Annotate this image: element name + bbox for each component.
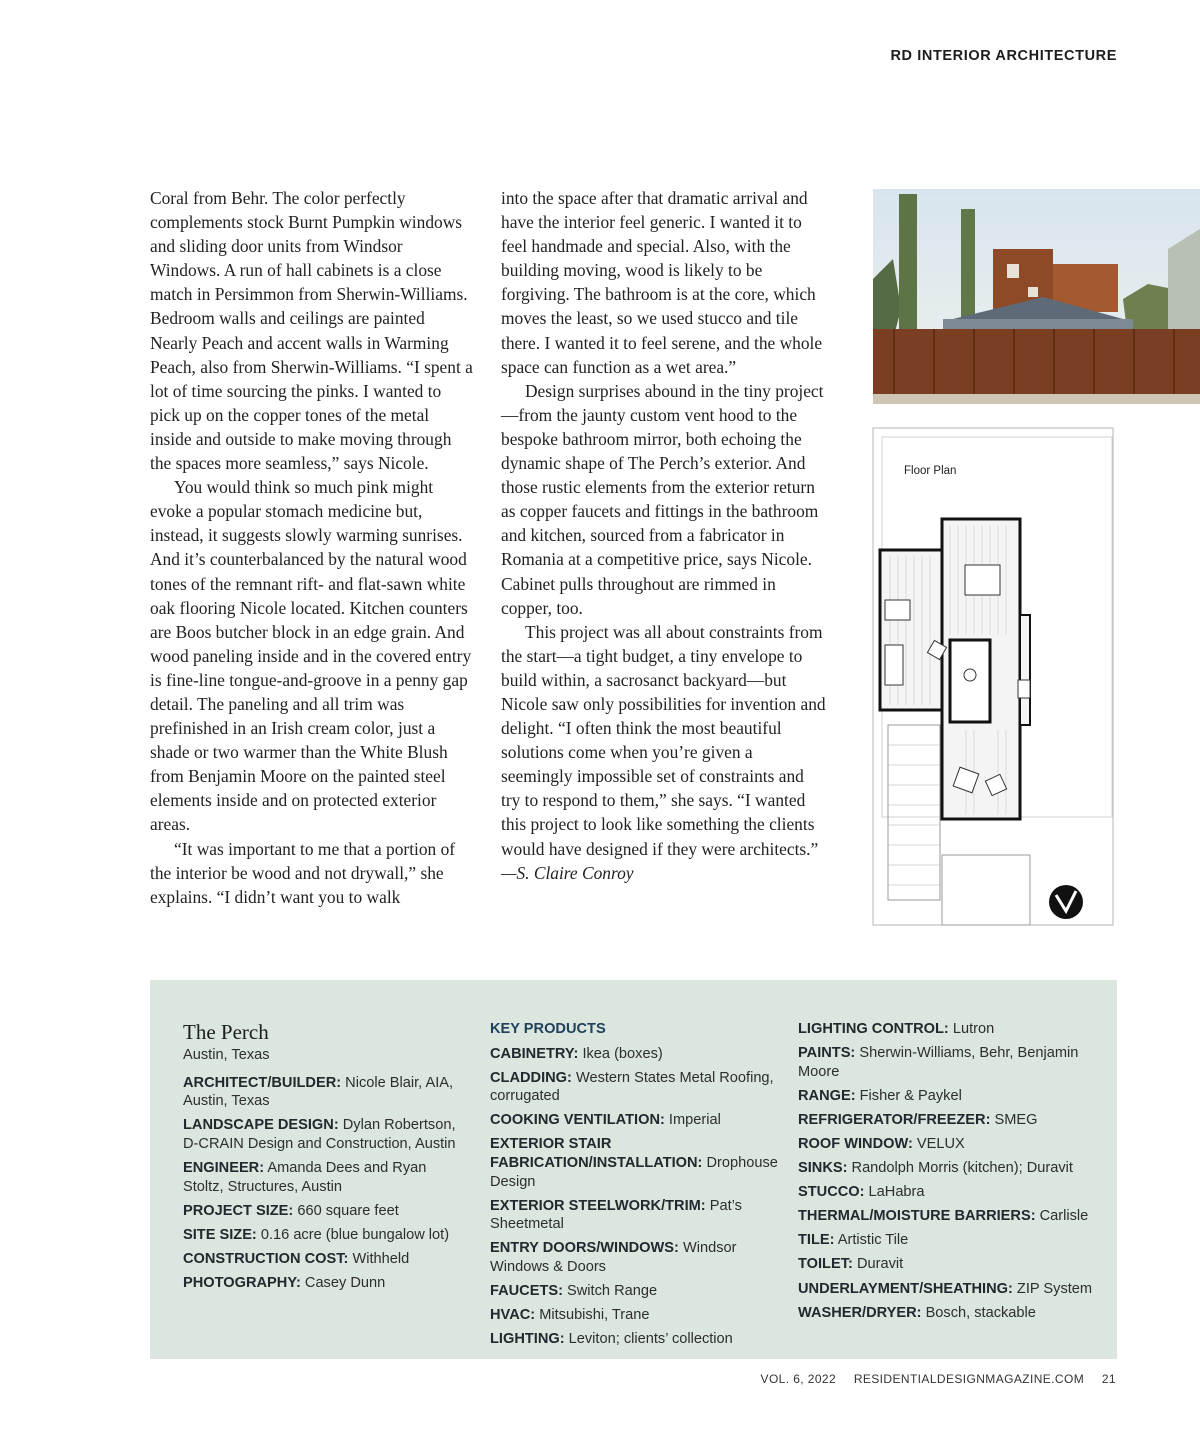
exterior-photo — [873, 189, 1200, 404]
credit-label: CLADDING: — [490, 1069, 572, 1086]
paragraph: into the space after that dramatic arrival and have the interior feel generic. I wanted it to feel handmade and special. Also, with the building moving, wood is likely to be forgiving. The bathroom is at the core, which moves the least, so we used stucco and tile there. I wanted it to feel serene, and the whole space can function as a wet area.” — [501, 188, 823, 377]
page-number: 21 — [1101, 1372, 1116, 1386]
credit-value: Mitsubishi, Trane — [539, 1307, 650, 1324]
credit-entry — [798, 1044, 1098, 1081]
credit-entry — [798, 1111, 1098, 1130]
credit-label: EXTERIOR STEELWORK/TRIM: — [490, 1197, 706, 1214]
credit-entry — [798, 1135, 1098, 1154]
article-column-1 — [150, 186, 475, 909]
credit-entry — [183, 1116, 468, 1153]
credit-label: TILE: — [798, 1232, 835, 1249]
credit-value: Leviton; clients’ collection — [568, 1331, 733, 1348]
credit-value: 660 square feet — [297, 1202, 399, 1219]
credit-value: ZIP System — [1016, 1280, 1093, 1297]
credit-label: CONSTRUCTION COST: — [183, 1250, 349, 1267]
paragraph: This project was all about constraints from the start—a tight budget, a tiny envelope to build within, a sacrosanct backyard—but Nicole saw only possibilities for invention and delight. “I often think the most beautiful solutions come when you’re given a seemingly impossible set of constraints and try to respond to them,” she says. “I wanted this project to look like something the clients would have designed if they were architects.” — [501, 621, 826, 859]
credit-value: Windsor Windows & Doors — [490, 1240, 737, 1276]
credit-value: Switch Range — [567, 1283, 658, 1300]
credit-label: LIGHTING: — [490, 1331, 565, 1348]
paragraph: Coral from Behr. The color perfectly complements stock Burnt Pumpkin windows and sliding door units from Windsor Windows. A run of hall cabinets is a close match in Persimmon from Sherwin-Williams. Bedroom walls and ceilings are painted Nearly Peach and accent walls in Warming Peach, also from Sherwin-Williams. “I spent a lot of time sourcing the pinks. I wanted to pick up on the copper tones of the metal inside and outside to make moving through the spaces more seamless,” says Nicole. — [150, 188, 473, 474]
credit-value: Casey Dunn — [304, 1274, 386, 1291]
credit-label: PHOTOGRAPHY: — [183, 1274, 301, 1291]
credit-entry — [490, 1111, 780, 1130]
credit-value: LaHabra — [868, 1184, 925, 1201]
credit-value: Duravit — [856, 1256, 904, 1273]
paragraph: Design surprises abound in the tiny project—from the jaunty custom vent hood to the bespoke bathroom mirror, both echoing the dynamic shape of The Perch’s exterior. And those rustic elements from the exterior return as copper faucets and fittings in the bathroom and kitchen, sourced from a fabricator in Romania at a competitive price, says Nicole. Cabinet pulls throughout are rimmed in copper, too. — [501, 380, 824, 618]
credit-entry — [490, 1069, 780, 1106]
credit-label: HVAC: — [490, 1307, 536, 1324]
credit-value: Fisher & Paykel — [859, 1087, 962, 1104]
credit-entry — [490, 1135, 780, 1191]
credit-label: LANDSCAPE DESIGN: — [183, 1117, 339, 1134]
credit-value: Artistic Tile — [837, 1232, 909, 1249]
credit-label: CABINETRY: — [490, 1045, 579, 1062]
article-column-2 — [501, 186, 826, 885]
credit-label: REFRIGERATOR/FREEZER: — [798, 1111, 991, 1128]
credit-label: SITE SIZE: — [183, 1226, 257, 1243]
website: RESIDENTIALDESIGNMAGAZINE.COM — [853, 1372, 1085, 1386]
key-products-column — [490, 1020, 780, 1354]
credit-entry — [798, 1280, 1098, 1299]
credit-entry — [183, 1226, 468, 1245]
volume-info: VOL. 6, 2022 — [760, 1372, 837, 1386]
credit-value: Drophouse Design — [490, 1155, 778, 1190]
paragraph: You would think so much pink might evoke a popular stomach medicine but, instead, it suggests slowly warming sunrises. And it’s counterbalanced by the natural wood tones of the remnant rift- and flat-sawn white oak flooring Nicole located. Kitchen counters are Boos butcher block in an edge grain. And wood paneling inside and in the covered entry is fine-line tongue-and-groove in a penny gap detail. The paneling and all trim was prefinished in an Irish cream color, just a shade or two warmer than the White Blush from Benjamin Moore on the painted steel elements inside and on protected exterior areas. — [150, 477, 472, 835]
credit-label: WASHER/DRYER: — [798, 1304, 922, 1321]
credit-entry — [798, 1087, 1098, 1106]
credit-entry — [183, 1159, 468, 1196]
credit-value: Western States Metal Roofing, corrugated — [490, 1069, 774, 1105]
credit-label: PAINTS: — [798, 1045, 856, 1062]
credit-label: LIGHTING CONTROL: — [798, 1021, 949, 1037]
project-credits-column — [183, 1020, 468, 1298]
credit-label: THERMAL/MOISTURE BARRIERS: — [798, 1208, 1036, 1225]
credit-value: Dylan Robertson, D-CRAIN Design and Construction, Austin — [183, 1117, 456, 1152]
credit-entry — [183, 1274, 468, 1293]
credit-label: ARCHITECT/BUILDER: — [183, 1074, 342, 1091]
credit-entry — [798, 1304, 1098, 1323]
floor-plan-drawing — [870, 425, 1120, 930]
credit-label: RANGE: — [798, 1087, 856, 1104]
project-name: The Perch — [183, 1020, 269, 1044]
paragraph: “It was important to me that a portion of the interior be wood and not drywall,” she explains. “I didn’t want you to walk — [150, 838, 456, 907]
credit-label: SINKS: — [798, 1160, 848, 1177]
credit-value: Pat’s Sheetmetal — [490, 1197, 742, 1233]
credit-entry — [798, 1207, 1098, 1226]
credit-value: Sherwin-Williams, Behr, Benjamin Moore — [798, 1045, 1079, 1080]
credit-entry — [798, 1231, 1098, 1250]
key-products-heading: KEY PRODUCTS — [490, 1021, 606, 1037]
credit-entry — [798, 1183, 1098, 1202]
credit-entry — [490, 1330, 780, 1349]
credit-value: 0.16 acre (blue bungalow lot) — [260, 1226, 450, 1243]
credit-value: Carlisle — [1039, 1208, 1089, 1225]
credit-entry — [490, 1239, 780, 1276]
credit-value: Randolph Morris (kitchen); Duravit — [851, 1160, 1073, 1177]
project-info-box — [150, 980, 1117, 1359]
credit-label: COOKING VENTILATION: — [490, 1112, 665, 1129]
credit-label: EXTERIOR STAIR FABRICATION/INSTALLATION: — [490, 1136, 703, 1172]
author-signature: —S. Claire Conroy — [501, 862, 634, 883]
section-header: RD INTERIOR ARCHITECTURE — [890, 48, 1117, 64]
credit-value: SMEG — [994, 1111, 1038, 1128]
credit-entry — [798, 1159, 1098, 1178]
credit-value: Nicole Blair, AIA, Austin, Texas — [183, 1074, 454, 1110]
floor-plan-label: Floor Plan — [904, 465, 957, 477]
credit-value: Ikea (boxes) — [582, 1045, 663, 1062]
credit-entry — [490, 1282, 780, 1301]
project-location: Austin, Texas — [183, 1047, 270, 1063]
credit-label: PROJECT SIZE: — [183, 1202, 294, 1219]
credit-entry — [490, 1306, 780, 1325]
credit-value: Withheld — [352, 1250, 410, 1267]
credit-label: ROOF WINDOW: — [798, 1135, 913, 1152]
credit-value: Lutron — [952, 1021, 995, 1037]
credit-label: STUCCO: — [798, 1184, 865, 1201]
credit-label: ENTRY DOORS/WINDOWS: — [490, 1240, 679, 1257]
credit-entry — [183, 1074, 468, 1111]
credit-value: VELUX — [916, 1135, 965, 1152]
credit-entry — [183, 1250, 468, 1269]
credit-label: ENGINEER: — [183, 1159, 265, 1176]
credit-label: TOILET: — [798, 1256, 853, 1273]
credit-entry — [798, 1255, 1098, 1274]
credit-label: FAUCETS: — [490, 1283, 563, 1300]
credit-value: Amanda Dees and Ryan Stoltz, Structures, Austin — [183, 1159, 427, 1195]
credit-label: UNDERLAYMENT/SHEATHING: — [798, 1280, 1013, 1297]
credit-entry — [798, 1020, 1098, 1039]
credit-entry — [183, 1202, 468, 1221]
credit-value: Bosch, stackable — [925, 1304, 1036, 1321]
credit-entry — [490, 1045, 780, 1064]
page-footer — [747, 1372, 1116, 1386]
key-products-column-2 — [798, 1020, 1098, 1328]
credit-entry — [490, 1197, 780, 1234]
credit-value: Imperial — [668, 1112, 721, 1129]
